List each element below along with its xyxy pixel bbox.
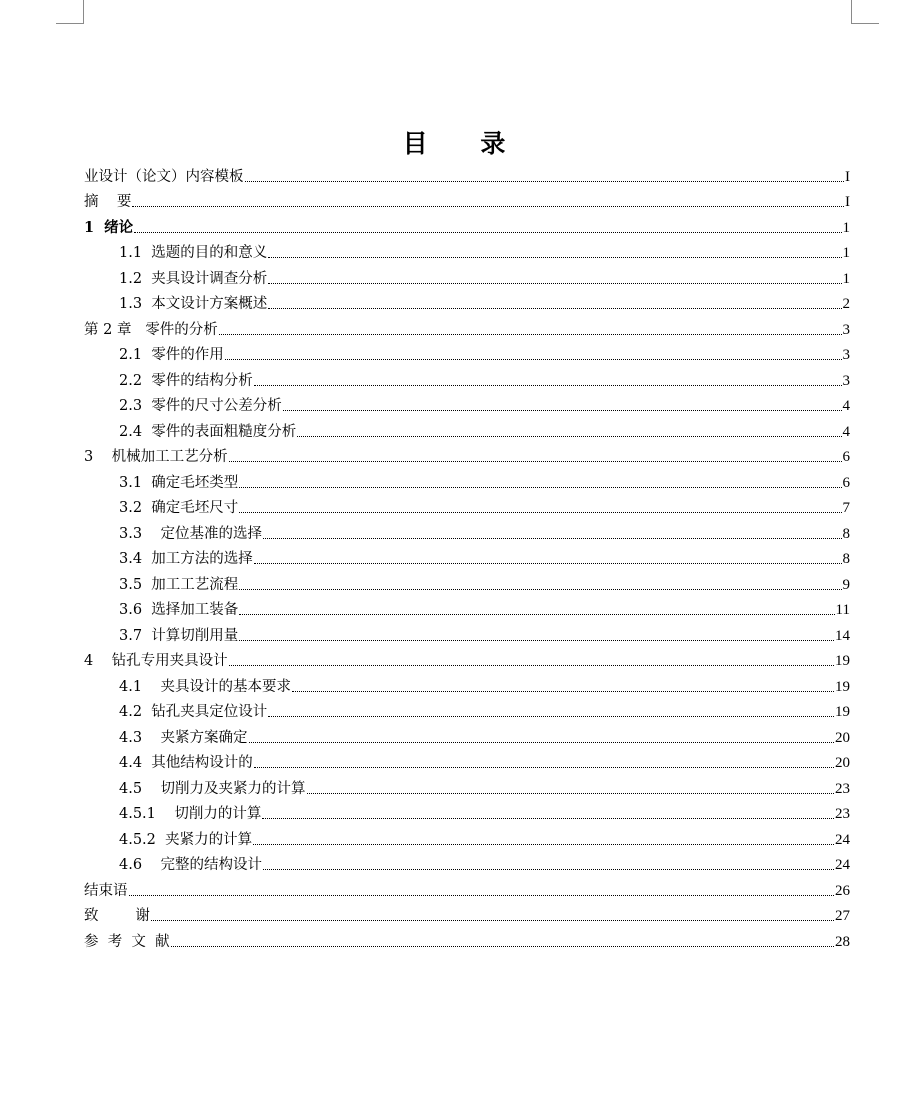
toc-entry[interactable] bbox=[84, 772, 850, 798]
toc-page-number: 3 bbox=[842, 321, 850, 338]
toc-dot-leader bbox=[239, 486, 841, 488]
toc-entry[interactable] bbox=[84, 262, 850, 288]
toc-dot-leader bbox=[268, 307, 841, 309]
toc-entry[interactable] bbox=[84, 313, 850, 339]
toc-dot-leader bbox=[253, 843, 834, 845]
toc-dot-leader bbox=[263, 868, 834, 870]
toc-dot-leader bbox=[254, 766, 834, 768]
toc-dot-leader bbox=[132, 205, 844, 207]
toc-entry-label: 2.1 零件的作用 bbox=[119, 347, 224, 363]
toc-entry-label: 1.2 夹具设计调查分析 bbox=[119, 270, 268, 287]
toc-page-number: 2 bbox=[842, 296, 850, 312]
toc-entry[interactable] bbox=[84, 721, 850, 747]
toc-dot-leader bbox=[283, 409, 842, 411]
toc-page-number: 14 bbox=[835, 627, 850, 644]
toc-entry[interactable] bbox=[84, 160, 850, 186]
toc-entry[interactable] bbox=[84, 798, 850, 824]
table-of-contents bbox=[84, 160, 850, 951]
toc-entry-label: 1 绪论 bbox=[84, 218, 134, 236]
crop-mark-top-left bbox=[56, 0, 84, 24]
toc-page-number: 19 bbox=[835, 653, 850, 669]
toc-dot-leader bbox=[134, 231, 841, 233]
toc-entry-label: 参 考 文 献 bbox=[84, 933, 170, 950]
toc-entry[interactable] bbox=[84, 849, 850, 875]
toc-entry-label: 3.3 定位基准的选择 bbox=[119, 525, 262, 542]
toc-dot-leader bbox=[292, 690, 834, 692]
toc-entry[interactable] bbox=[84, 390, 850, 416]
toc-entry-label: 4.1 夹具设计的基本要求 bbox=[119, 678, 291, 695]
toc-entry-label: 致 谢 bbox=[84, 908, 150, 924]
toc-entry-label: 3.1 确定毛坯类型 bbox=[119, 474, 239, 491]
toc-entry[interactable] bbox=[84, 696, 850, 722]
toc-entry[interactable] bbox=[84, 900, 850, 926]
toc-page-number: 8 bbox=[842, 525, 850, 542]
toc-page-number: 19 bbox=[835, 678, 850, 695]
toc-entry[interactable] bbox=[84, 186, 850, 212]
toc-page-number: 11 bbox=[835, 602, 850, 618]
toc-dot-leader bbox=[307, 792, 835, 794]
toc-dot-leader bbox=[239, 511, 841, 513]
toc-entry-label: 摘 要 bbox=[84, 194, 132, 210]
toc-entry-label: 4.5.2 夹紧力的计算 bbox=[119, 831, 253, 848]
toc-title: 目 录 bbox=[402, 129, 528, 158]
toc-entry-label: 4 钻孔专用夹具设计 bbox=[84, 653, 228, 669]
toc-page-number: 28 bbox=[835, 933, 850, 950]
toc-dot-leader bbox=[219, 333, 842, 335]
toc-dot-leader bbox=[262, 817, 834, 819]
toc-page-number: 27 bbox=[835, 908, 850, 924]
toc-dot-leader bbox=[151, 919, 834, 921]
toc-dot-leader bbox=[171, 945, 834, 947]
toc-entry[interactable] bbox=[84, 874, 850, 900]
toc-entry-label: 2.4 零件的表面粗糙度分析 bbox=[119, 423, 297, 440]
toc-entry[interactable] bbox=[84, 747, 850, 773]
toc-entry[interactable] bbox=[84, 237, 850, 263]
toc-page-number: I bbox=[845, 168, 850, 185]
toc-page-number: 3 bbox=[842, 372, 850, 389]
crop-mark-top-right bbox=[851, 0, 879, 24]
toc-page-number: 6 bbox=[842, 449, 850, 465]
toc-entry[interactable] bbox=[84, 211, 850, 237]
toc-dot-leader bbox=[239, 613, 834, 615]
toc-entry[interactable] bbox=[84, 364, 850, 390]
toc-dot-leader bbox=[239, 639, 834, 641]
toc-page-number: 23 bbox=[835, 806, 850, 822]
toc-page-number: 4 bbox=[842, 423, 850, 440]
toc-entry-label: 业设计（论文）内容模板 bbox=[84, 168, 244, 185]
toc-entry[interactable] bbox=[84, 441, 850, 467]
toc-page-number: 7 bbox=[842, 500, 850, 516]
toc-entry-label: 3.7 计算切削用量 bbox=[119, 627, 239, 644]
toc-entry[interactable] bbox=[84, 543, 850, 569]
toc-entry[interactable] bbox=[84, 925, 850, 951]
toc-page-number: 8 bbox=[842, 551, 850, 567]
toc-page-number: 9 bbox=[842, 576, 850, 593]
toc-page-number: 3 bbox=[842, 347, 850, 363]
toc-page-number: 19 bbox=[835, 704, 850, 720]
toc-entry[interactable] bbox=[84, 594, 850, 620]
toc-page-number: I bbox=[845, 194, 850, 210]
toc-entry[interactable] bbox=[84, 645, 850, 671]
toc-page-number: 26 bbox=[835, 882, 850, 899]
toc-page-number: 4 bbox=[842, 398, 850, 414]
toc-entry-label: 3.2 确定毛坯尺寸 bbox=[119, 500, 239, 516]
toc-page-number: 20 bbox=[835, 729, 850, 746]
toc-page-number: 6 bbox=[842, 474, 850, 491]
toc-entry-label: 4.5 切削力及夹紧力的计算 bbox=[119, 780, 306, 797]
toc-dot-leader bbox=[268, 282, 841, 284]
toc-page-number: 23 bbox=[835, 780, 850, 797]
toc-entry[interactable] bbox=[84, 823, 850, 849]
toc-dot-leader bbox=[229, 460, 842, 462]
toc-dot-leader bbox=[254, 384, 842, 386]
toc-entry-label: 1.3 本文设计方案概述 bbox=[119, 296, 268, 312]
toc-entry-label: 3.4 加工方法的选择 bbox=[119, 551, 253, 567]
toc-entry-label: 第 2 章 零件的分析 bbox=[84, 321, 218, 338]
toc-dot-leader bbox=[129, 894, 835, 896]
toc-dot-leader bbox=[245, 180, 845, 182]
toc-dot-leader bbox=[229, 664, 834, 666]
toc-entry-label: 4.4 其他结构设计的 bbox=[119, 755, 253, 771]
toc-entry-label: 3 机械加工工艺分析 bbox=[84, 449, 228, 465]
toc-dot-leader bbox=[239, 588, 841, 590]
toc-dot-leader bbox=[297, 435, 841, 437]
toc-page-number: 24 bbox=[835, 857, 850, 873]
toc-entry-label: 4.3 夹紧方案确定 bbox=[119, 729, 248, 746]
toc-entry[interactable] bbox=[84, 670, 850, 696]
toc-dot-leader bbox=[268, 256, 841, 258]
toc-page-number: 1 bbox=[842, 245, 850, 261]
toc-entry-label: 4.6 完整的结构设计 bbox=[119, 857, 262, 873]
toc-dot-leader bbox=[254, 562, 842, 564]
toc-entry[interactable] bbox=[84, 492, 850, 518]
toc-entry-label: 4.5.1 切削力的计算 bbox=[119, 806, 262, 822]
toc-entry-label: 4.2 钻孔夹具定位设计 bbox=[119, 704, 268, 720]
toc-dot-leader bbox=[225, 358, 842, 360]
toc-entry[interactable] bbox=[84, 415, 850, 441]
toc-entry[interactable] bbox=[84, 466, 850, 492]
toc-dot-leader bbox=[268, 715, 834, 717]
toc-entry[interactable] bbox=[84, 288, 850, 314]
toc-entry[interactable] bbox=[84, 339, 850, 365]
toc-entry-label: 3.6 选择加工装备 bbox=[119, 602, 239, 618]
toc-entry-label: 结束语 bbox=[84, 882, 128, 899]
toc-entry-label: 2.3 零件的尺寸公差分析 bbox=[119, 398, 282, 414]
toc-entry-label: 1.1 选题的目的和意义 bbox=[119, 245, 268, 261]
toc-entry-label: 2.2 零件的结构分析 bbox=[119, 372, 253, 389]
toc-entry-label: 3.5 加工工艺流程 bbox=[119, 576, 239, 593]
toc-dot-leader bbox=[263, 537, 842, 539]
toc-entry[interactable] bbox=[84, 517, 850, 543]
toc-entry[interactable] bbox=[84, 619, 850, 645]
toc-entry[interactable] bbox=[84, 568, 850, 594]
toc-dot-leader bbox=[249, 741, 835, 743]
toc-page-number: 24 bbox=[835, 831, 850, 848]
toc-page-number: 1 bbox=[842, 270, 850, 287]
toc-page-number: 1 bbox=[842, 219, 850, 236]
toc-page-number: 20 bbox=[835, 755, 850, 771]
